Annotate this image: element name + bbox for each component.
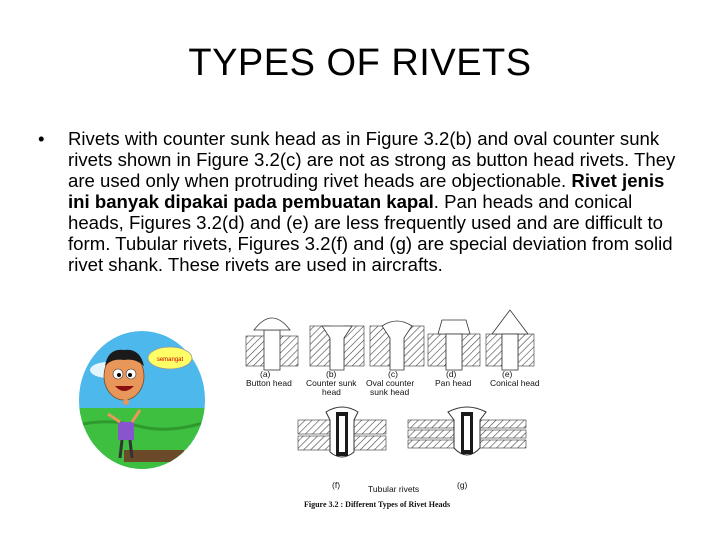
- rivet-oval-countersunk-head: [370, 321, 424, 370]
- label-c: (c): [388, 369, 398, 379]
- label-a: (a): [260, 369, 271, 379]
- rivet-countersunk-head: [310, 326, 364, 370]
- label-pan-head: Pan head: [435, 378, 472, 388]
- label-button-head: Button head: [246, 378, 292, 388]
- speech-text: semangat: [156, 357, 184, 363]
- label-conical-head: Conical head: [490, 378, 540, 388]
- rivet-tubular-g: [408, 407, 526, 455]
- label-counter-sunk: Counter sunk: [306, 378, 357, 388]
- rivet-conical-head: [486, 310, 534, 370]
- paragraph-text-1: Rivets with counter sunk head as in Figure 3.2(b) and oval counter sunk rivets shown in Figure 3.2(c) are not as strong as button head rivets. They are used only when protruding rivet heads are objectionable.: [68, 128, 676, 191]
- rivet-types-figure: [240, 308, 540, 514]
- label-g: (g): [457, 480, 468, 490]
- figure-caption: Figure 3.2 : Different Types of Rivet Heads: [304, 500, 451, 509]
- label-f: (f): [332, 480, 341, 490]
- bullet-paragraph: [68, 128, 688, 275]
- label-oval-counter: Oval counter: [366, 378, 415, 388]
- label-e: (e): [502, 369, 513, 379]
- label-b: (b): [326, 369, 337, 379]
- rivet-button-head: [246, 318, 298, 370]
- rivet-tubular-f: [298, 407, 386, 457]
- slide-title: TYPES OF RIVETS: [188, 42, 532, 84]
- label-d: (d): [446, 369, 457, 379]
- character-body: [118, 422, 134, 440]
- rivet-pan-head: [428, 320, 480, 370]
- cartoon-illustration: [78, 330, 206, 470]
- paragraph-text-2: . Pan heads and conical heads, Figures 3.2(d) and (e) are less frequently used and are difficult to form. Tubular rivets, Figures 3.2(f) and (g) are special deviation from solid rivet shank. These rivets are used in aircrafts.: [68, 191, 673, 275]
- paragraph-bold-text: Rivet jenis ini banyak dipakai pada pembuatan kapal: [68, 170, 665, 212]
- label-oval-sunk-head: sunk head: [370, 387, 410, 397]
- label-tubular-rivets: Tubular rivets: [368, 484, 420, 494]
- label-counter-sunk-head: head: [322, 387, 341, 397]
- bullet-point: •: [38, 128, 45, 149]
- bullet-list: [38, 128, 688, 275]
